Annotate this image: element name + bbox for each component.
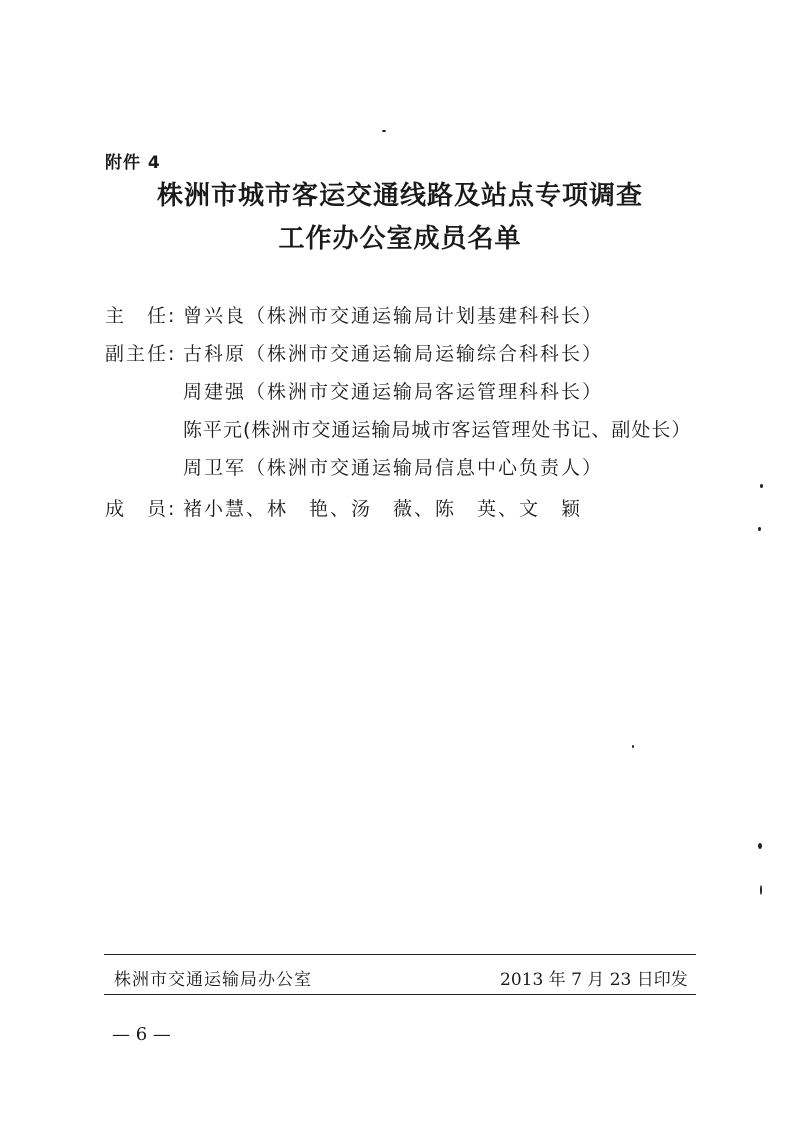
- scan-speck: [758, 527, 761, 531]
- issuer-name: 株洲市交通运输局办公室: [114, 970, 312, 990]
- issue-date: 2013 年 7 月 23 日印发: [500, 970, 688, 990]
- deputy-row: [105, 415, 691, 442]
- deputy-row: [105, 339, 603, 366]
- deputy-role: 副主任:: [105, 343, 177, 365]
- deputy-entry: 古科原（株洲市交通运输局运输综合科科长）: [183, 343, 604, 365]
- document-title-line-1: 株洲市城市客运交通线路及站点专项调查: [156, 181, 643, 211]
- scan-speck: [760, 885, 762, 895]
- staff-row: [105, 494, 582, 521]
- deputy-entry: 周卫军（株洲市交通运输局信息中心负责人）: [183, 457, 604, 479]
- footer-rule-top: [104, 954, 696, 955]
- footer-rule-bottom: [104, 994, 696, 995]
- deputy-entry: 陈平元(株洲市交通运输局城市客运管理处书记、副处长）: [183, 419, 692, 441]
- director-row: [105, 301, 603, 328]
- deputy-row: [105, 377, 603, 404]
- staff-role: 成 员:: [105, 498, 177, 520]
- director-role: 主 任:: [105, 305, 177, 327]
- director-entry: 曾兴良（株洲市交通运输局计划基建科科长）: [183, 305, 604, 327]
- deputy-entry: 周建强（株洲市交通运输局客运管理科科长）: [183, 381, 604, 403]
- scan-speck: [382, 130, 386, 132]
- scan-speck: [632, 745, 634, 748]
- attachment-label: 附件 4: [105, 153, 161, 173]
- deputy-row: [105, 453, 603, 480]
- scan-speck: [760, 484, 763, 488]
- page-number: — 6 —: [112, 1024, 171, 1045]
- scan-speck: [758, 843, 762, 849]
- document-title-line-2: 工作办公室成员名单: [278, 224, 522, 254]
- staff-entry: 褚小慧、林 艳、汤 薇、陈 英、文 颖: [183, 498, 583, 520]
